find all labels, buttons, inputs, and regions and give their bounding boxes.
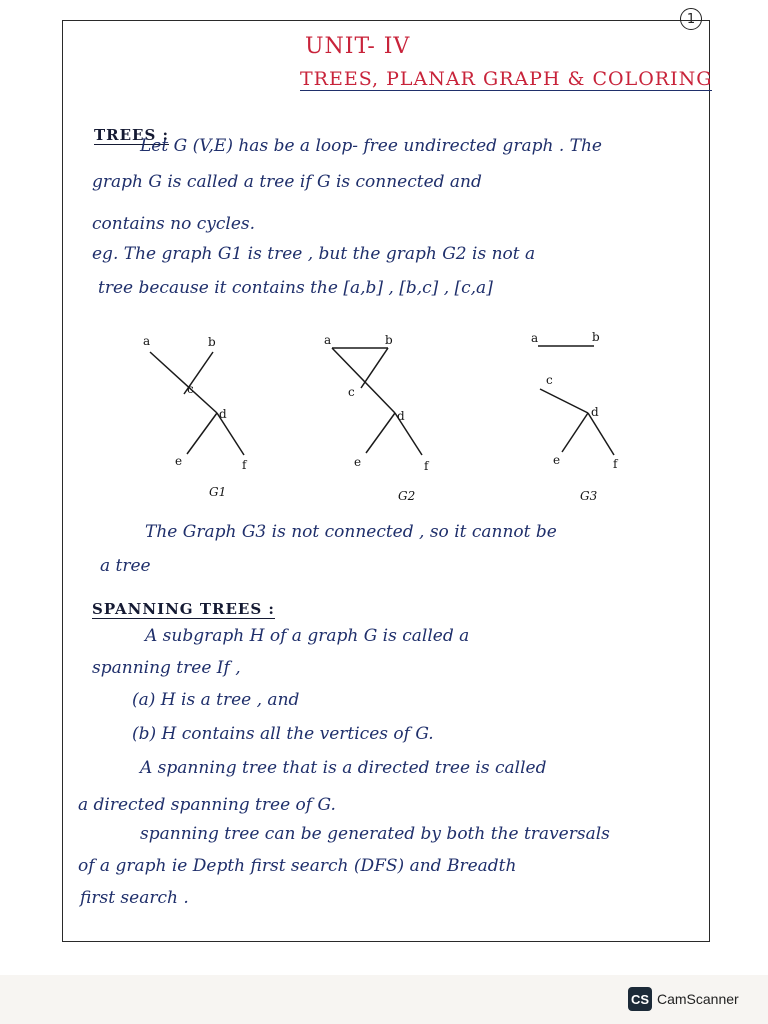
g3-label: G3 [580, 489, 598, 503]
g1-node-f: f [242, 458, 247, 472]
g2-node-c: c [348, 385, 355, 399]
g1-node-c: c [187, 382, 194, 396]
spanning-line-6: a directed spanning tree of G. [78, 795, 336, 815]
page-number: 1 [680, 8, 702, 30]
g1-node-d: d [219, 407, 227, 421]
g1-node-e: e [175, 454, 183, 468]
g3-node-c: c [546, 373, 553, 387]
g3-node-e: e [553, 453, 561, 467]
trees-line-3: contains no cycles. [92, 214, 256, 234]
spanning-line-5: A spanning tree that is a directed tree is called [140, 758, 547, 778]
g2-label: G2 [398, 489, 416, 503]
trees-line-1: Let G (V,E) has be a loop- free undirected graph . The [140, 136, 602, 156]
g3-line-2: a tree [100, 556, 151, 576]
g2-edge-bc [361, 348, 388, 388]
spanning-line-7: spanning tree can be generated by both the traversals [140, 824, 610, 844]
g3-node-b: b [592, 330, 600, 344]
g2-node-b: b [385, 333, 393, 347]
camscanner-brand: CamScanner [657, 991, 739, 1007]
g3-edge-cd [540, 389, 588, 413]
chapter-title-text: TREES, PLANAR GRAPH & COLORING [300, 68, 713, 90]
spanning-line-4: (b) H contains all the vertices of G. [132, 724, 434, 744]
g1-edge-de [187, 413, 217, 454]
spanning-line-8: of a graph ie Depth first search (DFS) and Breadth [78, 856, 517, 876]
spanning-line-2: spanning tree If , [92, 658, 241, 678]
trees-line-2: graph G is called a tree if G is connected and [92, 172, 482, 192]
unit-title: UNIT- IV [305, 34, 411, 59]
g1-node-a: a [143, 334, 151, 348]
g2-node-f: f [424, 459, 429, 473]
g2-edge-de [366, 413, 395, 453]
g3-node-a: a [531, 331, 539, 345]
camscanner-logo-icon: CS [628, 987, 652, 1011]
g3-edge-de [562, 413, 588, 452]
g3-edge-df [588, 413, 614, 455]
trees-line-4: eg. The graph G1 is tree , but the graph G2 is not a [92, 244, 536, 264]
g3-node-f: f [613, 457, 618, 471]
g2-node-e: e [354, 455, 362, 469]
g1-node-b: b [208, 335, 216, 349]
spanning-heading [92, 600, 275, 618]
g3-line-1: The Graph G3 is not connected , so it cannot be [145, 522, 557, 542]
spanning-line-3: (a) H is a tree , and [132, 690, 300, 710]
g2-node-a: a [324, 333, 332, 347]
camscanner-watermark [628, 986, 739, 1012]
trees-heading-text: TREES : [94, 126, 170, 144]
trees-line-5: tree because it contains the [a,b] , [b,c] , [c,a] [98, 278, 493, 298]
g3-node-d: d [591, 405, 599, 419]
spanning-line-9: first search . [80, 888, 189, 908]
g1-label: G1 [209, 485, 227, 499]
spanning-line-1: A subgraph H of a graph G is called a [145, 626, 470, 646]
spanning-heading-text: SPANNING TREES : [92, 600, 275, 618]
g2-edge-ad [332, 348, 395, 413]
g2-node-d: d [397, 409, 405, 423]
